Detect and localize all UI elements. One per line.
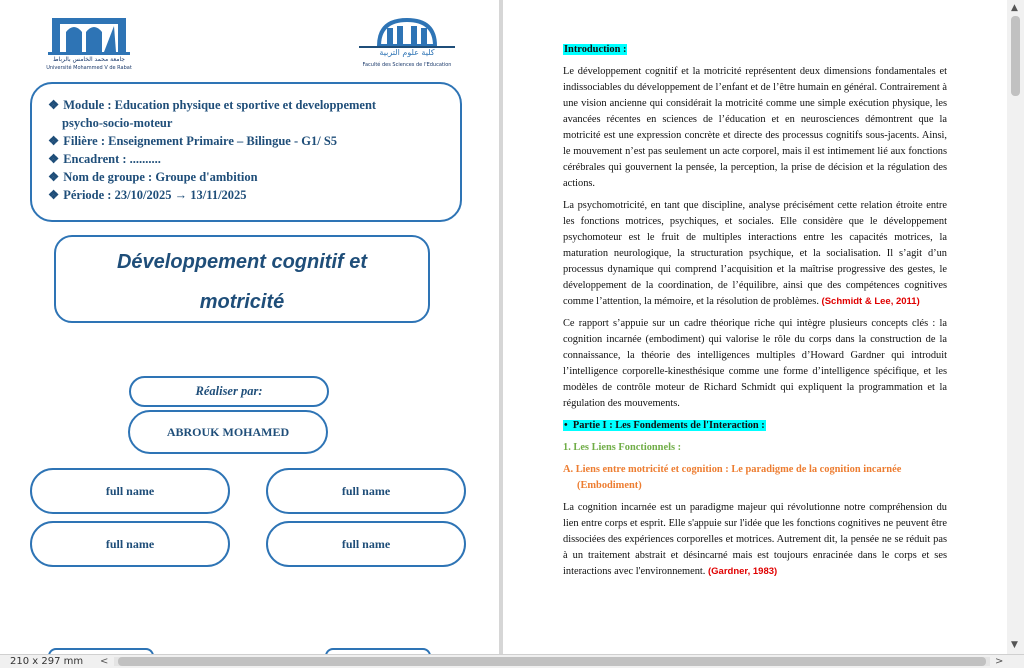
faculty-name: Faculté des Sciences de l'Education: [362, 62, 452, 68]
horizontal-scroll-thumb[interactable]: [118, 657, 986, 666]
member-name-3: full name: [30, 521, 230, 567]
member-name-4: full name: [266, 521, 466, 567]
bullet-icon: •: [564, 420, 568, 431]
diamond-bullet-icon: ❖: [48, 170, 60, 184]
member-name-1: full name: [30, 468, 230, 514]
faculty-arabic-name: كلية علوم التربية: [379, 48, 435, 57]
intro-paragraph-1: Le développement cognitif et la motricité représentent deux dimensions fondamentales et indissociables du développement de l’enfant et de l’être humain en général. Contrairement à une vision ancienne qui considérait la motricité comme une simple exécution physique, les avancées récentes en sciences de l’éducation et en neurosciences démontrent que la motricité est une expression concrète et directe des processus cognitifs sous-jacents. Ainsi, le mouvement n’est pas seulement un acte corporel, mais il est intimement lié aux fonctions cérébrales qui gouvernent la pensée, la perception, la prise de décision et la régulation des actions.: [563, 66, 947, 189]
module-line-continued: psycho-socio-moteur: [62, 116, 173, 130]
diamond-bullet-icon: ❖: [48, 188, 60, 202]
encadrent-line: ❖ Encadrent : ..........: [48, 152, 161, 166]
diamond-bullet-icon: ❖: [48, 152, 60, 166]
vertical-scroll-thumb[interactable]: [1011, 16, 1020, 96]
section-a-paragraph: La cognition incarnée est un paradigme majeur qui révolutionne notre compréhension du lien entre corps et esprit. Elle s'appuie sur l'idée que les fonctions cognitives ne peuvent être dissociées des expériences corporelles et motrices. Autrement dit, la pensée ne se réduit pas à un traitement abstrait et désincarné mais est toujours enracinée dans le corps et ses interactions avec l'environnement. (Gardner, 1983): [563, 502, 947, 577]
page-size-indicator: 210 x 297 mm: [10, 656, 84, 667]
realiser-label: Réaliser par:: [129, 376, 329, 407]
introduction-heading: Introduction :: [564, 44, 627, 55]
university-arabic-name: جامعة محمد الخامس بالرباط: [52, 56, 126, 63]
vertical-scrollbar[interactable]: [1007, 0, 1024, 654]
diamond-bullet-icon: ❖: [48, 98, 60, 112]
diamond-bullet-icon: ❖: [48, 134, 60, 148]
scroll-right-arrow-icon[interactable]: >: [995, 656, 1004, 667]
scroll-up-arrow-icon[interactable]: ▲: [1011, 3, 1018, 13]
section-a-heading: A. Liens entre motricité et cognition : Le paradigme de la cognition incarnée (Embodiment): [563, 464, 902, 491]
member-name-2: full name: [266, 468, 466, 514]
filiere-line: ❖ Filière : Enseignement Primaire – Bilingue - G1/ S5: [48, 134, 338, 148]
citation-schmidt-lee: (Schmidt & Lee, 2011): [821, 296, 920, 307]
group-line: ❖ Nom de groupe : Groupe d'ambition: [48, 170, 258, 184]
course-info-box: [30, 82, 462, 222]
scroll-left-arrow-icon[interactable]: <: [100, 656, 109, 667]
intro-paragraph-2: La psychomotricité, en tant que discipline, analyse précisément cette relation étroite entre les fonctions motrices, psychiques, et sociales. Elle considère que le développement psychomoteur est le fruit de multiples interactions entre les capacités motrices, la maturation neurologique, la structuration psychique, et la socialisation. Il s’agit d’un processus dynamique qui comprend l’acquisition et la maîtrise progressive des gestes, le développement de la coordination, de l’équilibre, ainsi que des compétences cognitives comme l’attention, la mémoire, et la résolution de problèmes. (Schmidt & Lee, 2011): [563, 200, 947, 307]
module-line: ❖ Module : Education physique et sportive et developpement: [48, 98, 377, 112]
part1-heading: • Partie I : Les Fondements de l'Interaction :: [564, 420, 765, 431]
period-line: ❖ Période : 23/10/2025 → 13/11/2025: [48, 188, 247, 202]
faculty-logo: [349, 16, 465, 74]
intro-paragraph-3: Ce rapport s’appuie sur un cadre théorique riche qui intègre plusieurs concepts clés : la cognition incarnée (embodiment) qui valorise le rôle du corps dans la construction de la connaissance, la théorie des intelligences multiples d’Howard Gardner qui introduit l’intelligence corporelle-kinesthésique comme une forme d’intelligence spécifique, et les modèles de contrôle moteur de Richard Schmidt qui expliquent la programmation et la régulation des mouvements.: [563, 318, 947, 409]
report-title-line2: motricité: [199, 291, 285, 313]
author-name: ABROUK MOHAMED: [128, 410, 328, 454]
citation-gardner: (Gardner, 1983): [708, 566, 778, 577]
university-name: Université Mohammed V de Rabat: [46, 65, 132, 71]
cover-page: [0, 0, 499, 654]
report-body: [563, 42, 947, 586]
report-title-box: [54, 235, 430, 323]
report-title-line1: Développement cognitif et: [116, 251, 368, 273]
scroll-down-arrow-icon[interactable]: ▼: [1011, 640, 1018, 650]
university-logo: [30, 14, 148, 76]
section-1-heading: 1. Les Liens Fonctionnels :: [563, 442, 682, 453]
status-bar: [0, 654, 1024, 668]
